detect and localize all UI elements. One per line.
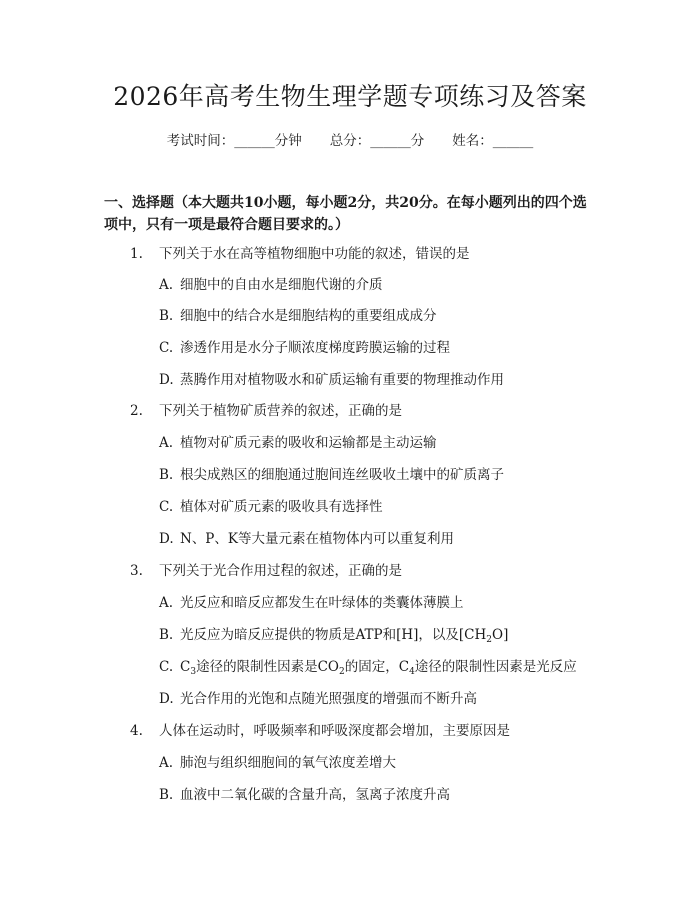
student-name-field [452, 131, 533, 151]
option-letter: A. [159, 277, 174, 293]
exam-time-unit: 分钟 [274, 133, 302, 149]
q3-option-b [0, 625, 700, 645]
option-text-part: 光反应为暗反应提供的物质是ATP和[H]，以及[CH [180, 627, 487, 643]
option-text: 细胞中的结合水是细胞结构的重要组成成分 [180, 308, 437, 324]
question-number: 4. [130, 723, 143, 739]
q2-option-a [0, 433, 700, 453]
option-letter: C. [159, 499, 174, 515]
option-text-part: 的固定，C [344, 659, 410, 675]
q1-option-d [0, 370, 700, 390]
q3-option-c [0, 657, 700, 677]
question-3 [0, 561, 700, 581]
option-letter: D. [159, 531, 174, 547]
section-heading-line-1: 一、选择题（本大题共10小题，每小题2分，共20分。在每小题列出的四个选 [104, 195, 587, 211]
question-2 [0, 401, 700, 421]
question-text: 下列关于植物矿质营养的叙述，正确的是 [159, 403, 402, 419]
option-text: 植体对矿质元素的吸收具有选择性 [180, 499, 383, 515]
q1-option-b [0, 306, 700, 326]
student-name-blank: ______ [492, 133, 534, 149]
option-text-part: 途径的限制性因素是光反应 [414, 659, 577, 675]
subscript: 4 [409, 667, 415, 677]
q3-option-a [0, 593, 700, 613]
exam-time-field [167, 131, 302, 151]
option-letter: A. [159, 435, 174, 451]
option-text: 渗透作用是水分子顺浓度梯度跨膜运输的过程 [180, 340, 450, 356]
q2-option-b [0, 465, 700, 485]
question-text: 下列关于光合作用过程的叙述，正确的是 [159, 563, 402, 579]
option-letter: A. [159, 595, 174, 611]
total-score-blank: ______ [370, 133, 411, 149]
option-text: 细胞中的自由水是细胞代谢的介质 [180, 277, 383, 293]
section-heading-line-2: 项中，只有一项是最符合题目要求的。） [104, 217, 349, 233]
question-1 [0, 244, 700, 264]
option-text: 蒸腾作用对植物吸水和矿质运输有重要的物理推动作用 [180, 372, 504, 388]
option-text-part: 途径的限制性因素是CO [196, 659, 339, 675]
option-letter: B. [159, 467, 174, 483]
option-text: 肺泡与组织细胞间的氧气浓度差增大 [180, 755, 396, 771]
question-text: 人体在运动时，呼吸频率和呼吸深度都会增加，主要原因是 [159, 723, 510, 739]
option-text-part: O] [492, 627, 509, 643]
q2-option-c [0, 497, 700, 517]
option-text: 根尖成熟区的细胞通过胞间连丝吸收土壤中的矿质离子 [180, 467, 504, 483]
exam-time-blank: ______ [234, 133, 275, 149]
question-number: 1. [130, 246, 143, 262]
option-text: 植物对矿质元素的吸收和运输都是主动运输 [180, 435, 437, 451]
option-text-part: C [180, 659, 191, 675]
q1-option-c [0, 338, 700, 358]
exam-meta [0, 131, 700, 151]
option-text [180, 625, 508, 645]
q2-option-d [0, 529, 700, 549]
option-letter: D. [159, 691, 174, 707]
option-letter: B. [159, 308, 174, 324]
question-4 [0, 721, 700, 741]
question-text: 下列关于水在高等植物细胞中功能的叙述，错误的是 [159, 246, 470, 262]
option-text: 血液中二氧化碳的含量升高，氢离子浓度升高 [180, 787, 450, 803]
option-text: 光反应和暗反应都发生在叶绿体的类囊体薄膜上 [180, 595, 464, 611]
total-score-label: 总分： [329, 133, 371, 149]
section-heading [104, 192, 604, 236]
q1-option-a [0, 275, 700, 295]
option-letter: A. [159, 755, 174, 771]
subscript: 3 [190, 667, 197, 677]
q3-option-d [0, 689, 700, 709]
option-letter: C. [159, 659, 174, 675]
question-number: 3. [130, 563, 143, 579]
option-letter: C. [159, 340, 174, 356]
exam-time-label: 考试时间： [166, 133, 235, 149]
option-text: 光合作用的光饱和点随光照强度的增强而不断升高 [180, 691, 477, 707]
student-name-label: 姓名： [452, 133, 493, 149]
option-letter: D. [159, 372, 174, 388]
option-letter: B. [159, 627, 174, 643]
total-score-field [330, 131, 425, 151]
option-text [180, 657, 577, 677]
subscript: 2 [486, 635, 493, 645]
subscript: 2 [338, 667, 345, 677]
question-number: 2. [130, 403, 143, 419]
total-score-unit: 分 [410, 133, 425, 149]
q4-option-a [0, 753, 700, 773]
page-title: 2026年高考生物生理学题专项练习及答案 [113, 82, 587, 111]
option-letter: B. [159, 787, 174, 803]
q4-option-b [0, 785, 700, 805]
option-text: N、P、K等大量元素在植物体内可以重复利用 [180, 531, 454, 547]
